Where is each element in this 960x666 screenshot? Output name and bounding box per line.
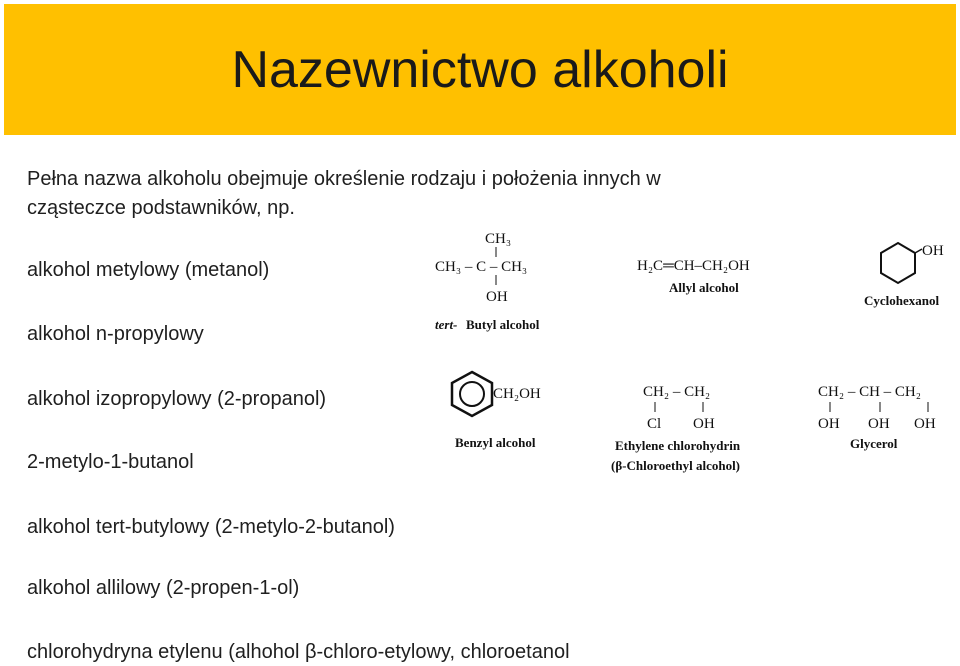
title-bar xyxy=(4,4,956,135)
list-item-n-propyl: alkohol n-propylowy xyxy=(27,323,204,345)
list-item-methanol: alkohol metylowy (metanol) xyxy=(27,259,270,281)
tert-butyl-oh: OH xyxy=(486,289,508,305)
allyl-formula: H₂C═CH–CH₂OH xyxy=(637,258,750,274)
glycerol-structure xyxy=(810,378,956,458)
intro-line-1: Pełna nazwa alkoholu obejmuje określenie rodzaju i położenia innych w xyxy=(27,168,661,190)
benzene-aromatic-circle xyxy=(460,382,484,406)
list-item-tert-butyl: alkohol tert-butylowy (2-metylo-2-butanol) xyxy=(27,516,395,538)
tert-butyl-caption: Butyl alcohol xyxy=(466,317,540,332)
list-item-chlorohydrin: chlorohydryna etylenu (alhohol β-chloro-etylowy, chloroetanol xyxy=(27,641,570,663)
benzene-ring xyxy=(452,372,492,416)
cyclohexanol-structure xyxy=(860,235,956,315)
slide-title: Nazewnictwo alkoholi xyxy=(231,41,729,99)
chlorohydrin-caption-2: (β-Chloroethyl alcohol) xyxy=(611,458,741,473)
benzyl-group: CH₂OH xyxy=(493,386,541,402)
glycerol-formula: CH₂ – CH – CH₂ xyxy=(818,384,921,400)
benzyl-caption: Benzyl alcohol xyxy=(455,435,536,450)
tert-butyl-caption-prefix: tert- xyxy=(435,317,458,332)
glycerol-oh-2: OH xyxy=(868,416,890,432)
cyclohexanol-caption: Cyclohexanol xyxy=(864,293,940,308)
chlorohydrin-formula: CH₂ – CH₂ xyxy=(643,384,711,400)
intro-line-2: cząsteczce podstawników, np. xyxy=(27,197,295,219)
tert-butyl-main-chain: CH₃ – C – CH₃ xyxy=(435,259,528,275)
cyclohexane-ring xyxy=(881,243,915,283)
tert-butyl-alcohol-structure xyxy=(430,225,570,335)
chlorohydrin-oh: OH xyxy=(693,416,715,432)
ethylene-chlorohydrin-structure xyxy=(605,378,780,478)
list-item-isopropyl: alkohol izopropylowy (2-propanol) xyxy=(27,388,327,410)
glycerol-oh-1: OH xyxy=(818,416,840,432)
list-item-2-methyl-1-butanol: 2-metylo-1-butanol xyxy=(27,451,194,473)
tert-butyl-top-ch3: CH₃ xyxy=(485,231,512,247)
list-item-allyl: alkohol allilowy (2-propen-1-ol) xyxy=(27,577,300,599)
glycerol-caption: Glycerol xyxy=(850,436,898,451)
benzyl-alcohol-structure xyxy=(445,368,575,458)
glycerol-oh-3: OH xyxy=(914,416,936,432)
allyl-caption: Allyl alcohol xyxy=(669,280,739,295)
chlorohydrin-caption: Ethylene chlorohydrin xyxy=(615,438,741,453)
allyl-alcohol-structure xyxy=(635,252,795,300)
cyclohexanol-oh: OH xyxy=(922,243,944,259)
chlorohydrin-cl: Cl xyxy=(647,416,662,432)
